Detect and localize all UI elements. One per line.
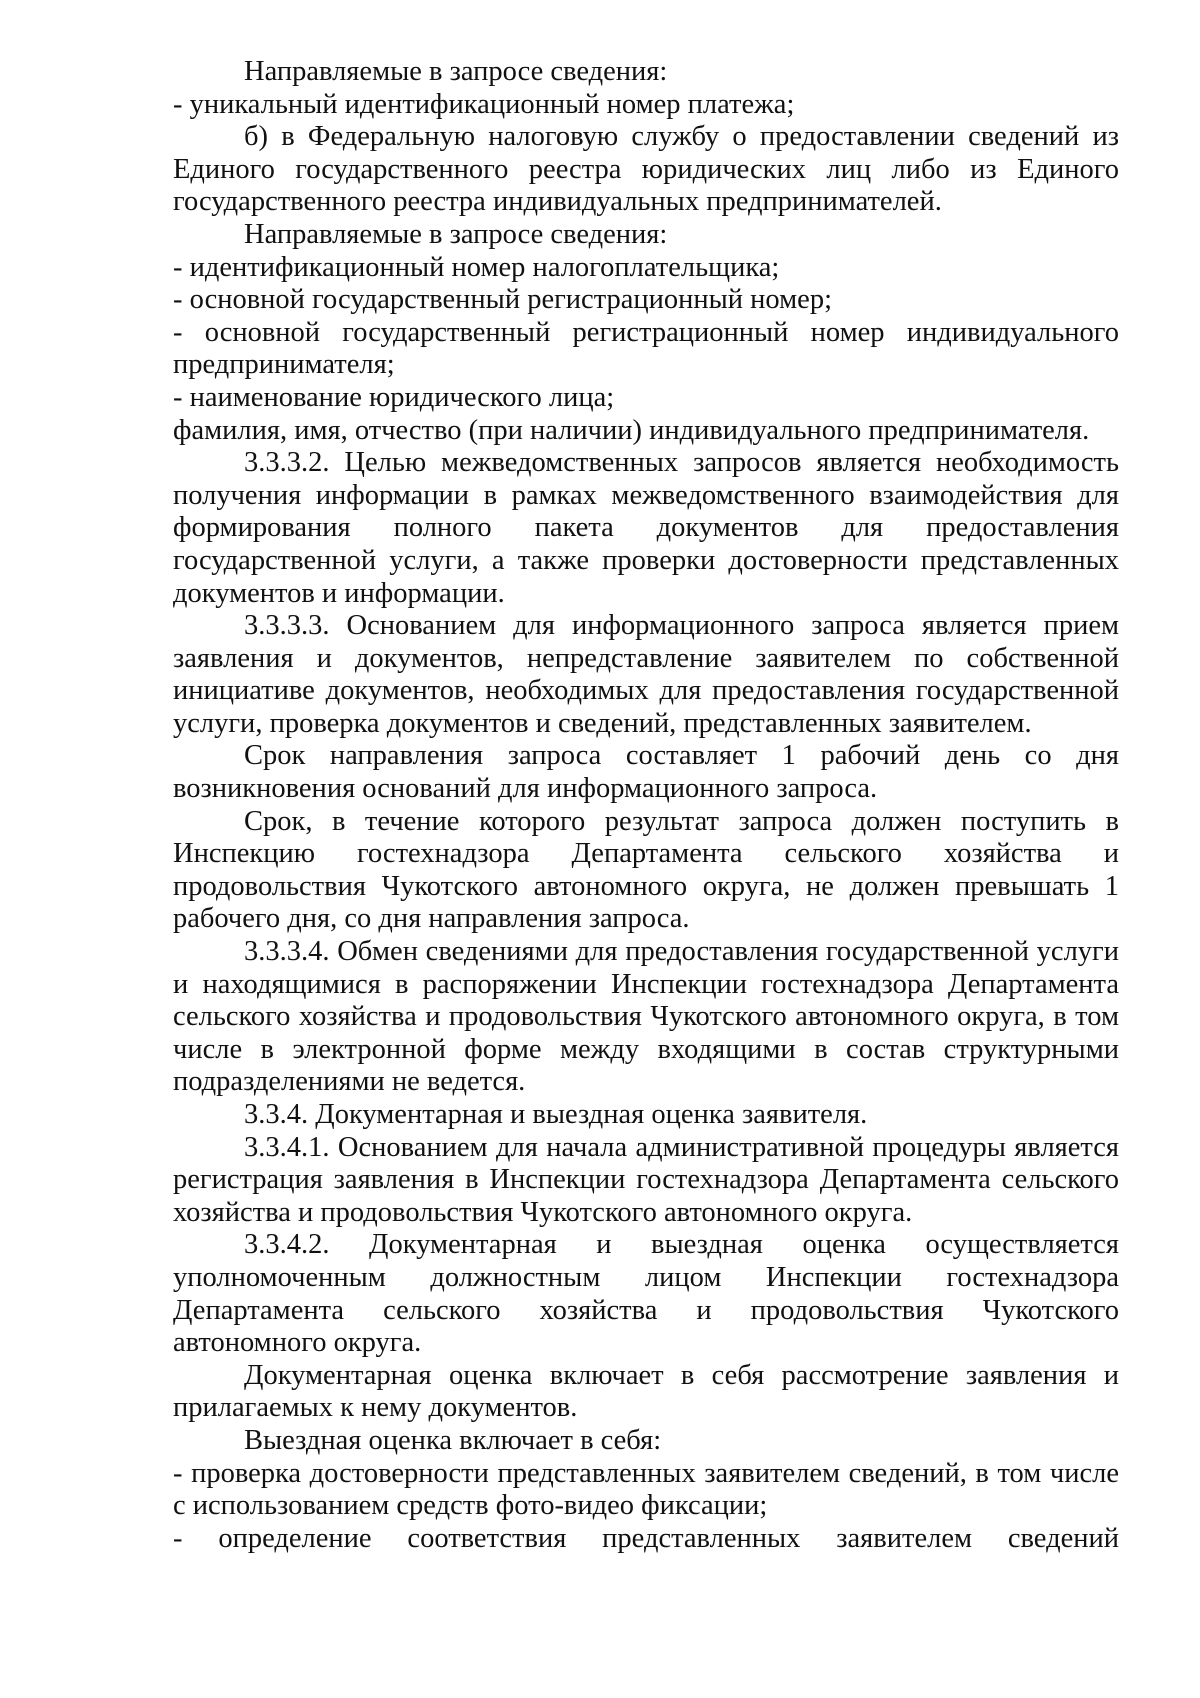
- paragraph: 3.3.3.3. Основанием для информационного запроса является прием заявления и документов, непредставление заявителем по собственной инициативе документов, необходимых для предоставления государственной услуги, проверка документов и сведений, представленных заявителем.: [173, 610, 1119, 739]
- paragraph: Срок, в течение которого результат запроса должен поступить в Инспекцию гостехнадзора Департамента сельского хозяйства и продовольствия Чукотского автономного округа, не должен превышать 1 рабочего дня, со дня направления запроса.: [173, 805, 1119, 935]
- list-item: - идентификационный номер налогоплательщика;: [173, 251, 780, 283]
- paragraph: 3.3.3.4. Обмен сведениями для предоставления государственной услуги и находящимися в распоряжении Инспекции гостехнадзора Департамента сельского хозяйства и продовольствия Чукотского автономного округа, в том числе в электронной форме между входящими в состав структурными подразделениями не ведется.: [173, 936, 1119, 1098]
- paragraph: б) в Федеральную налоговую службу о предоставлении сведений из Единого государственного реестра юридических лиц либо из Единого государственного реестра индивидуальных предпринимателей.: [173, 121, 1119, 218]
- paragraph: 3.3.3.2. Целью межведомственных запросов является необходимость получения информации в рамках межведомственного взаимодействия для формирования полного пакета документов для предоставления государственной услуги, а также проверки достоверности представленных документов и информации.: [173, 447, 1119, 609]
- paragraph: 3.3.4.2. Документарная и выездная оценка осуществляется уполномоченным должностным лицом Инспекции гостехнадзора Департамента сельского хозяйства и продовольствия Чукотского автономного округа.: [173, 1229, 1119, 1359]
- paragraph: Направляемые в запросе сведения:: [244, 56, 668, 87]
- paragraph: Срок направления запроса составляет 1 рабочий день со дня возникновения оснований для информационного запроса.: [173, 740, 1119, 805]
- document-body: [173, 56, 1119, 1555]
- paragraph: Направляемые в запросе сведения:: [244, 218, 668, 250]
- list-item: - наименование юридического лица;: [173, 381, 615, 413]
- list-item: фамилия, имя, отчество (при наличии) индивидуального предпринимателя.: [173, 414, 1090, 446]
- paragraph: Документарная оценка включает в себя рассмотрение заявления и прилагаемых к нему документов.: [173, 1359, 1119, 1424]
- list-item: - уникальный идентификационный номер платежа;: [173, 88, 795, 120]
- list-item: - проверка достоверности представленных заявителем сведений, в том числе с использованием средств фото-видео фиксации;: [173, 1457, 1119, 1522]
- paragraph: Выездная оценка включает в себя:: [244, 1424, 662, 1456]
- list-item: - определение соответствия представленных заявителем сведений: [173, 1522, 1119, 1554]
- list-item: - основной государственный регистрационный номер;: [173, 284, 832, 316]
- paragraph: 3.3.4. Документарная и выездная оценка заявителя.: [244, 1099, 868, 1130]
- paragraph: 3.3.4.1. Основанием для начала административной процедуры является регистрация заявления в Инспекции гостехнадзора Департамента сельского хозяйства и продовольствия Чукотского автономного округа.: [173, 1131, 1119, 1228]
- list-item: - основной государственный регистрационный номер индивидуального предпринимателя;: [173, 316, 1119, 381]
